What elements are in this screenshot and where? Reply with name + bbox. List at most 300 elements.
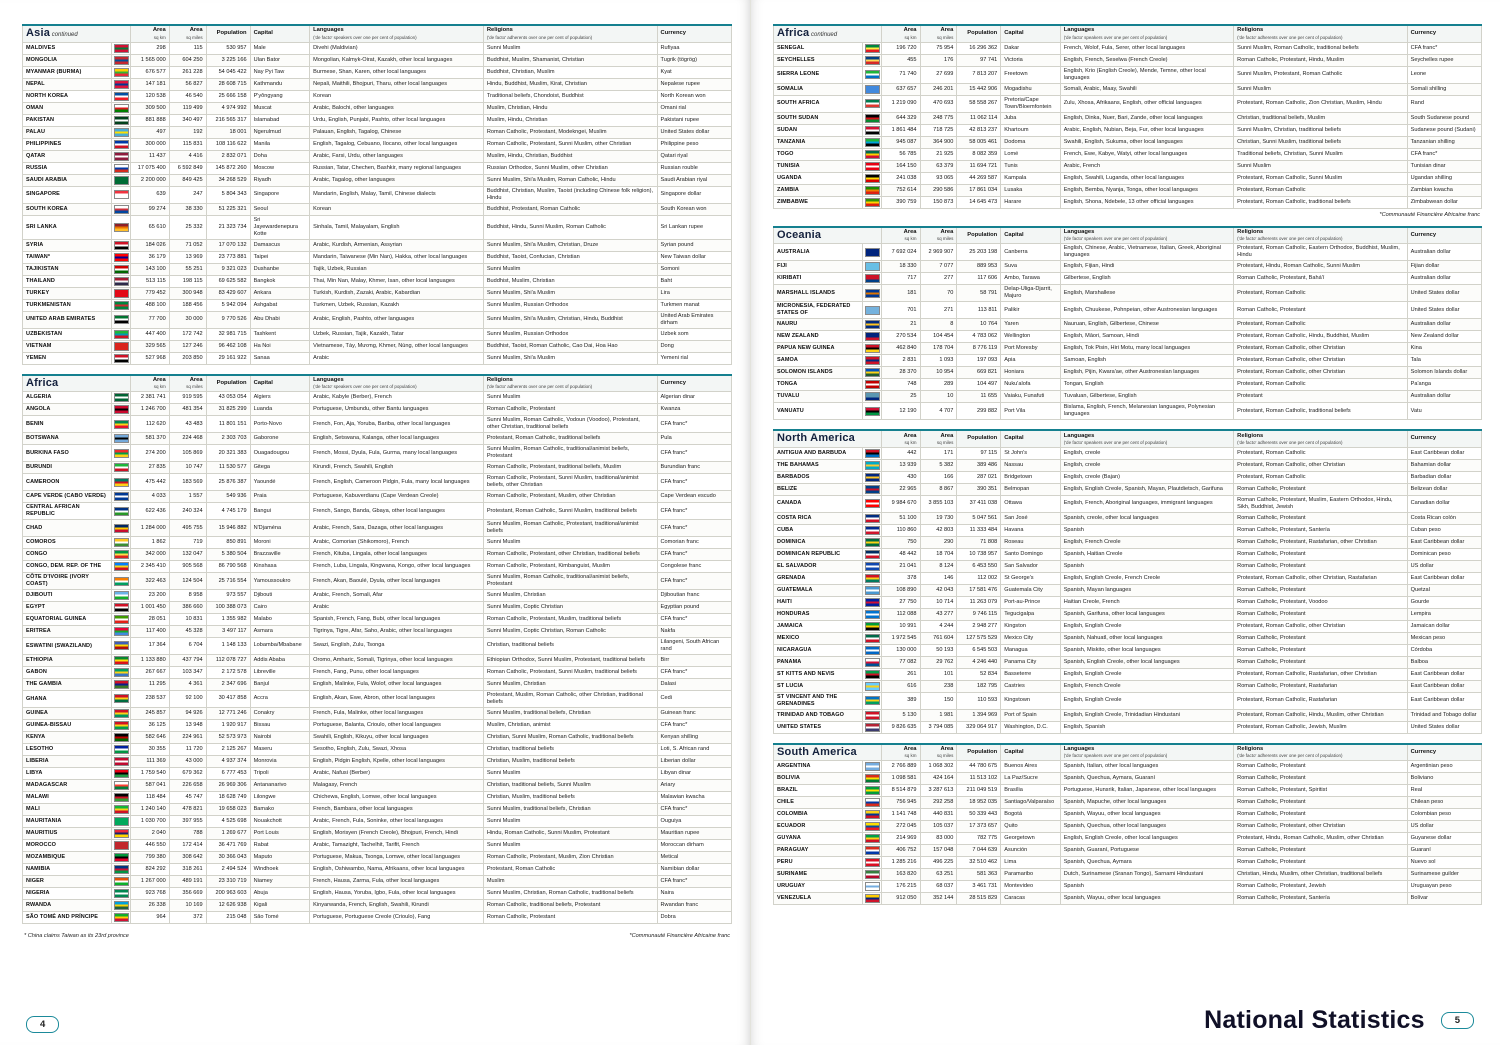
capital-value: Khartoum (1001, 124, 1060, 136)
languages-value: English, English Creole (1060, 692, 1233, 709)
table-row (774, 548, 1482, 560)
population-value: 530 957 (206, 42, 250, 54)
capital-value: Suva (1001, 261, 1060, 273)
flag-cell (862, 620, 882, 632)
table-row (23, 150, 732, 162)
flag-cell (111, 392, 131, 404)
languages-value: Spanish, English Creole, other local languages (1060, 656, 1233, 668)
table-row (23, 520, 732, 537)
flag-cell (111, 537, 131, 549)
country-name: RUSSIA (23, 162, 112, 174)
country-flag-icon (114, 562, 129, 571)
right-page-number-value: 5 (1454, 1015, 1460, 1026)
religions-value: Roman Catholic, Protestant (483, 404, 657, 416)
area-sq-km: 23 200 (131, 589, 169, 601)
column-header (1001, 430, 1060, 447)
country-name: URUGUAY (774, 881, 863, 893)
languages-value: English, Krio (English Creole), Mende, Temne, other local languages (1060, 66, 1233, 83)
currency-value: Dominican peso (1407, 548, 1481, 560)
column-header-main: Religions (486, 27, 513, 34)
currency-value: Gourde (1407, 596, 1481, 608)
country-name: TANZANIA (774, 136, 863, 148)
flag-cell (111, 637, 131, 654)
languages-value: English, French Creole (1060, 536, 1233, 548)
languages-value: Arabic, Farsi, Urdu, other languages (310, 150, 484, 162)
column-header-main: Currency (660, 379, 686, 386)
languages-value: Tigrinya, Tigre, Afar, Saho, Arabic, other local languages (310, 625, 484, 637)
table-row (774, 632, 1482, 644)
country-name: SAMOA (774, 355, 863, 367)
capital-value: Port-au-Prince (1001, 596, 1060, 608)
languages-value: Portuguese, Umbundu, other Bantu languages (310, 404, 484, 416)
flag-cell (111, 625, 131, 637)
flag-cell (111, 114, 131, 126)
country-flag-icon (865, 150, 880, 159)
country-flag-icon (865, 473, 880, 482)
population-value: 549 936 (206, 491, 250, 503)
area-sq-miles: 10 714 (920, 596, 957, 608)
area-sq-miles: 761 604 (920, 632, 957, 644)
table-row (774, 524, 1482, 536)
area-sq-km: 881 888 (131, 114, 169, 126)
column-header-main: Languages (1063, 27, 1095, 34)
currency-value: Ugandan shilling (1407, 172, 1481, 184)
languages-value: English, English Creole, French Creole (1060, 572, 1233, 584)
column-header-main: Currency (1410, 435, 1437, 442)
religions-value: Sunni Muslim, Shi'a Muslim (483, 352, 657, 364)
country-flag-icon (114, 603, 129, 612)
area-sq-km: 513 115 (131, 275, 169, 287)
flag-cell (862, 881, 882, 893)
flag-cell (111, 445, 131, 462)
country-name: NEW ZEALAND (774, 331, 863, 343)
area-sq-km: 446 550 (131, 839, 169, 851)
country-flag-icon (114, 721, 129, 730)
languages-value: Spanish, French, Fang, Bubi, other local languages (310, 613, 484, 625)
population-value: 5 804 343 (206, 186, 250, 203)
country-flag-icon (114, 56, 129, 65)
column-header (1060, 25, 1233, 42)
capital-value: Malabo (250, 613, 310, 625)
country-name: CHILE (774, 797, 863, 809)
area-sq-miles: 127 246 (169, 340, 206, 352)
area-sq-miles: 1 068 302 (920, 761, 957, 773)
column-header-sub: ('de facto' adherents over one per cent of population) (486, 34, 593, 40)
column-header-main: Languages (1063, 746, 1095, 752)
religions-value: Protestant, Roman Catholic, other Christian (1234, 459, 1407, 471)
capital-value: Ashgabat (250, 299, 310, 311)
currency-value: East Caribbean dollar (1407, 447, 1481, 459)
religions-value: Roman Catholic, Protestant (1234, 512, 1407, 524)
statistics-table-africa (22, 374, 732, 924)
population-value: 97 115 (957, 447, 1001, 459)
country-flag-icon (114, 277, 129, 286)
table-row (23, 215, 732, 239)
area-sq-km: 342 000 (131, 549, 169, 561)
capital-value: Asunción (1001, 845, 1060, 857)
flag-cell (862, 869, 882, 881)
religions-value: Roman Catholic, Protestant (1234, 560, 1407, 572)
area-sq-km: 28 051 (131, 613, 169, 625)
country-name: SÃO TOMÉ AND PRÍNCIPE (23, 911, 112, 923)
country-flag-icon (114, 901, 129, 910)
area-sq-km: 1 285 216 (882, 857, 920, 869)
languages-value: Malagasy, French (310, 779, 484, 791)
population-value: 889 953 (957, 261, 1001, 273)
column-header-sub: ('de facto' adherents over one per cent of population) (486, 384, 593, 390)
statistics-table-south_america (773, 743, 1482, 906)
languages-value: Spanish, Haitian Creole (1060, 548, 1233, 560)
religions-value: Muslim, Hindu, Christian (483, 114, 657, 126)
column-header-sub: ('de facto' adherents over one per cent of population) (1237, 34, 1343, 40)
flag-cell (862, 83, 882, 95)
continent-title-text: South America (777, 745, 857, 758)
table-row (23, 352, 732, 364)
population-value: 390 351 (957, 483, 1001, 495)
table-row (774, 184, 1482, 196)
population-value: 11 263 079 (957, 596, 1001, 608)
country-name: SIERRA LEONE (774, 66, 863, 83)
currency-value: Burundian franc (657, 462, 731, 474)
table-row (774, 302, 1482, 319)
currency-value: Guyanese dollar (1407, 833, 1481, 845)
population-value: 16 296 362 (957, 42, 1001, 54)
column-header (250, 25, 310, 42)
country-flag-icon (114, 615, 129, 624)
currency-value: Congolese franc (657, 561, 731, 573)
country-flag-icon (865, 670, 880, 679)
religions-value: Roman Catholic, Protestant, traditional beliefs, Muslim (483, 462, 657, 474)
population-value: 21 323 734 (206, 215, 250, 239)
population-value: 1 394 969 (957, 709, 1001, 721)
table-row (23, 887, 732, 899)
country-flag-icon (114, 253, 129, 262)
religions-value: Buddhist, Hindu, Sunni Muslim, Roman Catholic (483, 215, 657, 239)
capital-value: Juba (1001, 112, 1060, 124)
capital-value: Guatemala City (1001, 584, 1060, 596)
country-flag-icon (114, 223, 129, 232)
statistics-table-africa2 (773, 24, 1482, 209)
capital-value: Bangui (250, 503, 310, 520)
currency-value: Turkmen manat (657, 299, 731, 311)
country-name: TUVALU (774, 391, 863, 403)
country-flag-icon (865, 56, 880, 65)
population-value: 10 738 957 (957, 548, 1001, 560)
country-name: SEYCHELLES (774, 54, 863, 66)
area-sq-km: 442 (882, 447, 920, 459)
religions-value: Protestant, Roman Catholic, Sunni Muslim (1234, 172, 1407, 184)
country-flag-icon (114, 733, 129, 742)
currency-value: Pula (657, 433, 731, 445)
country-flag-icon (114, 449, 129, 458)
table-row (23, 66, 732, 78)
taiwan-footnote: * China claims Taiwan as its 23rd province (24, 932, 129, 939)
table-row (774, 797, 1482, 809)
table-row (23, 755, 732, 767)
country-flag-icon (865, 344, 880, 353)
column-header (920, 227, 957, 244)
table-row (23, 462, 732, 474)
currency-value: Kwanza (657, 404, 731, 416)
table-row (774, 112, 1482, 124)
religions-value: Sunni Muslim, Russian Orthodox (483, 328, 657, 340)
country-name: BARBADOS (774, 471, 863, 483)
table-row (774, 244, 1482, 261)
country-flag-icon (865, 822, 880, 831)
country-name: EGYPT (23, 601, 112, 613)
table-row (23, 126, 732, 138)
religions-value: Protestant, Hindu, Roman Catholic, Sunni Muslim (1234, 261, 1407, 273)
currency-value: CFA franc* (657, 549, 731, 561)
area-sq-km: 430 (882, 471, 920, 483)
population-value: 4 937 374 (206, 755, 250, 767)
religions-value: Traditional beliefs, Chondoist, Buddhist (483, 90, 657, 102)
currency-value: Quetzal (1407, 584, 1481, 596)
country-name: GRENADA (774, 572, 863, 584)
column-header-main: Capital (253, 30, 273, 37)
flag-cell (111, 803, 131, 815)
country-flag-icon (865, 658, 880, 667)
religions-value: Roman Catholic, Protestant (1234, 632, 1407, 644)
languages-value: Spanish, Quechua, Aymara, Guaraní (1060, 773, 1233, 785)
area-sq-miles: 192 (169, 126, 206, 138)
column-header-main: Area (940, 229, 954, 236)
languages-value: Divehi (Maldivian) (310, 42, 484, 54)
column-header-main: Capital (1004, 30, 1024, 37)
flag-cell (862, 447, 882, 459)
languages-value: Nepali, Maithili, Bhojpuri, Tharu, other local languages (310, 78, 484, 90)
currency-value: Australian dollar (1407, 319, 1481, 331)
languages-value: French, Fula, Malinke, other local languages (310, 707, 484, 719)
flag-cell (111, 767, 131, 779)
languages-value: Spanish, creole, other local languages (1060, 512, 1233, 524)
area-sq-km: 30 355 (131, 743, 169, 755)
area-sq-km: 1 861 484 (882, 124, 920, 136)
country-flag-icon (114, 420, 129, 429)
religions-value: Protestant (1234, 391, 1407, 403)
capital-value: Paramaribo (1001, 869, 1060, 881)
languages-value: Turkish, Kurdish, Zazaki, Arabic, Kabardian (310, 287, 484, 299)
country-name: ERITREA (23, 625, 112, 637)
country-flag-icon (114, 354, 129, 363)
column-header-sub: ('de facto' speakers over one per cent of population) (1063, 236, 1168, 242)
column-header (882, 227, 920, 244)
flag-cell (111, 42, 131, 54)
religions-value: Sunni Muslim (1234, 160, 1407, 172)
area-sq-miles: 788 (169, 827, 206, 839)
languages-value: Spanish, Mapuche, other local languages (1060, 797, 1233, 809)
area-sq-miles: 8 867 (920, 483, 957, 495)
column-header-main: Capital (1004, 748, 1024, 755)
languages-value: Vietnamese, Tày, Mương, Khmer, Nùng, other local languages (310, 340, 484, 352)
religions-value: Protestant, Roman Catholic, Zion Christian, Muslim, Hindu (1234, 95, 1407, 112)
currency-value: Algerian dinar (657, 392, 731, 404)
column-header-main: Currency (660, 30, 686, 37)
flag-cell (111, 299, 131, 311)
column-header (483, 375, 657, 392)
table-row (774, 471, 1482, 483)
country-flag-icon (114, 68, 129, 77)
area-sq-km: 322 463 (131, 573, 169, 590)
capital-value: Bissau (250, 719, 310, 731)
country-name: LIBERIA (23, 755, 112, 767)
languages-value: Spanish, Italian, other local languages (1060, 761, 1233, 773)
currency-value: Somoni (657, 263, 731, 275)
table-row (774, 196, 1482, 208)
capital-value: Muscat (250, 102, 310, 114)
area-sq-miles: 496 225 (920, 857, 957, 869)
languages-value: Portuguese, Kabuverdianu (Cape Verdean Creole) (310, 491, 484, 503)
population-value: 11 655 (957, 391, 1001, 403)
country-name: MEXICO (774, 632, 863, 644)
country-name: SOUTH SUDAN (774, 112, 863, 124)
religions-value: Sunni Muslim (483, 42, 657, 54)
continent-title (774, 744, 882, 761)
table-row (23, 875, 732, 887)
table-row (774, 785, 1482, 797)
table-row (774, 367, 1482, 379)
country-flag-icon (114, 656, 129, 665)
flag-cell (111, 78, 131, 90)
capital-value: Banjul (250, 678, 310, 690)
country-name: ZIMBABWE (774, 196, 863, 208)
country-flag-icon (114, 865, 129, 874)
area-sq-miles: 119 499 (169, 102, 206, 114)
table-row (23, 90, 732, 102)
languages-value: Spanish, Quechua, other local languages (1060, 821, 1233, 833)
area-sq-miles: 10 831 (169, 613, 206, 625)
table-row (774, 261, 1482, 273)
area-sq-km: 488 100 (131, 299, 169, 311)
languages-value: English, Chinese, Arabic, Vietnamese, Italian, Greek, Aboriginal languages (1060, 244, 1233, 261)
religions-value: Roman Catholic, traditional beliefs, Protestant (483, 899, 657, 911)
area-sq-miles: 300 948 (169, 287, 206, 299)
flag-cell (111, 251, 131, 263)
country-name: SURINAME (774, 869, 863, 881)
area-sq-miles: 93 065 (920, 172, 957, 184)
country-flag-icon (114, 641, 129, 650)
capital-value: Vaiaku, Funafuti (1001, 391, 1060, 403)
area-sq-km: 77 082 (882, 656, 920, 668)
country-name: VANUATU (774, 403, 863, 420)
languages-value: English, English Creole (1060, 668, 1233, 680)
table-body (774, 42, 1482, 208)
country-flag-icon (114, 190, 129, 199)
capital-value: Abuja (250, 887, 310, 899)
table-row (23, 263, 732, 275)
area-sq-miles: 203 850 (169, 352, 206, 364)
capital-value: Praia (250, 491, 310, 503)
table-row (23, 275, 732, 287)
flag-cell (862, 148, 882, 160)
area-sq-km: 462 840 (882, 343, 920, 355)
capital-value: Havana (1001, 524, 1060, 536)
currency-value: New Taiwan dollar (657, 251, 731, 263)
continent-title-suffix: continued (809, 32, 838, 38)
column-header-main: Population (967, 748, 998, 755)
currency-value: Rufiyaa (657, 42, 731, 54)
area-sq-km: 644 329 (882, 112, 920, 124)
area-sq-miles: 188 456 (169, 299, 206, 311)
area-sq-miles: 50 193 (920, 644, 957, 656)
area-sq-miles: 101 (920, 668, 957, 680)
flag-cell (111, 863, 131, 875)
country-flag-icon (865, 126, 880, 135)
country-name: DJIBOUTI (23, 589, 112, 601)
area-sq-km: 455 (882, 54, 920, 66)
flag-cell (862, 584, 882, 596)
country-flag-icon (865, 356, 880, 365)
population-value: 58 005 461 (957, 136, 1001, 148)
area-sq-km: 99 274 (131, 203, 169, 215)
column-header (920, 744, 957, 761)
languages-value: French, Mossi, Dyula, Fula, Gurma, many local languages (310, 445, 484, 462)
column-header-row (774, 430, 1482, 447)
capital-value: Bogotá (1001, 809, 1060, 821)
capital-value: Dushanbe (250, 263, 310, 275)
population-value: 104 497 (957, 379, 1001, 391)
population-value: 23 773 881 (206, 251, 250, 263)
currency-value: Belizean dollar (1407, 483, 1481, 495)
languages-value: Arabic, English, Pashto, other languages (310, 311, 484, 328)
currency-value: Qatari riyal (657, 150, 731, 162)
religions-value: Ethiopian Orthodox, Sunni Muslim, Protestant, traditional beliefs (483, 654, 657, 666)
population-value: 11 530 577 (206, 462, 250, 474)
languages-value: Bislama, English, French, Melanesian languages, Polynesian languages (1060, 403, 1233, 420)
languages-value: French, Bambara, other local languages (310, 803, 484, 815)
country-name: SOUTH KOREA (23, 203, 112, 215)
area-sq-miles: 150 (920, 692, 957, 709)
country-name: KIRIBATI (774, 273, 863, 285)
religions-value: Sunni Muslim (483, 392, 657, 404)
area-sq-km: 5 130 (882, 709, 920, 721)
religions-value: Protestant, Roman Catholic (1234, 285, 1407, 302)
table-row (774, 459, 1482, 471)
flag-cell (111, 719, 131, 731)
column-header-sub: ('de facto' speakers over one per cent of population) (1063, 753, 1168, 759)
languages-value: English, Akan, Ewe, Abron, other local languages (310, 690, 484, 707)
capital-value: Apia (1001, 355, 1060, 367)
religions-value: Sunni Muslim (483, 839, 657, 851)
area-sq-km: 4 033 (131, 491, 169, 503)
column-header-main: Area (152, 27, 166, 34)
table-row (774, 680, 1482, 692)
table-row (23, 791, 732, 803)
country-name: SUDAN (774, 124, 863, 136)
country-flag-icon (114, 405, 129, 414)
right-page-number (1441, 1012, 1474, 1029)
table-row (774, 83, 1482, 95)
column-header-sub: sq miles (936, 34, 954, 40)
currency-value: Lilangeni, South African rand (657, 637, 731, 654)
religions-value: Christian, Sunni Muslim, traditional beliefs (1234, 136, 1407, 148)
area-sq-miles: 440 831 (920, 809, 957, 821)
country-flag-icon (865, 858, 880, 867)
area-sq-miles: 905 568 (169, 561, 206, 573)
area-sq-miles: 224 961 (169, 731, 206, 743)
capital-value: Palikir (1001, 302, 1060, 319)
country-name: SOLOMON ISLANDS (774, 367, 863, 379)
population-value: 17 373 657 (957, 821, 1001, 833)
area-sq-km: 912 050 (882, 893, 920, 905)
currency-value: Loti, S. African rand (657, 743, 731, 755)
table-body (774, 244, 1482, 420)
currency-value: United States dollar (1407, 302, 1481, 319)
flag-cell (862, 285, 882, 302)
country-name: MADAGASCAR (23, 779, 112, 791)
languages-value: Portuguese, Balanta, Crioulo, other local languages (310, 719, 484, 731)
flag-cell (111, 340, 131, 352)
